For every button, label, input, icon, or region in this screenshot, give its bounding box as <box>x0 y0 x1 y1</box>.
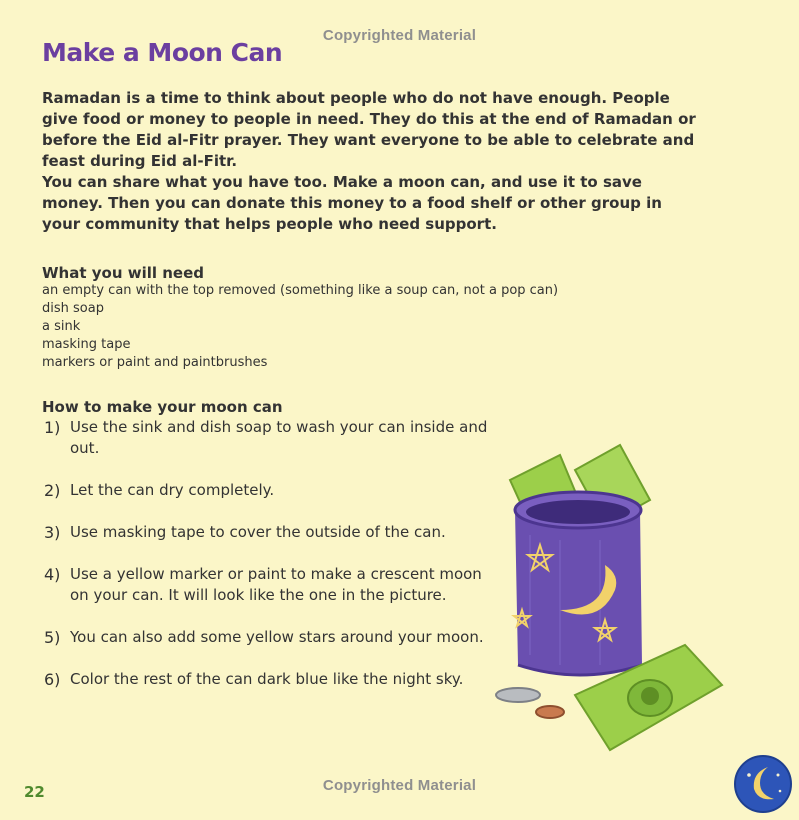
intro-paragraph: Ramadan is a time to think about people who do not have enough. People give food or money to people in need. They do this at the end of Ramadan or before the Eid al-Fitr prayer. They want everyone to be able to celebrate and feast during Eid al-Fitr. <box>42 89 696 170</box>
step-2 <box>42 480 492 501</box>
supplies-list <box>42 282 558 372</box>
step-text: Use a yellow marker or paint to make a crescent moon on your can. It will look like the one in the picture. <box>70 565 482 604</box>
watermark-top: Copyrighted Material <box>322 27 477 44</box>
supply-item: markers or paint and paintbrushes <box>42 355 268 370</box>
step-number: 2) <box>44 481 61 500</box>
step-text: Use masking tape to cover the outside of the can. <box>70 523 446 541</box>
instructions-list <box>42 417 492 690</box>
supply-item: masking tape <box>42 337 131 352</box>
page-title: Make a Moon Can <box>42 38 283 67</box>
crescent-moon-icon <box>734 755 792 813</box>
supply-item: an empty can with the top removed (something like a soup can, not a pop can) <box>42 283 559 298</box>
watermark-bottom: Copyrighted Material <box>322 777 477 794</box>
step-number: 4) <box>44 565 61 584</box>
step-text: Color the rest of the can dark blue like the night sky. <box>70 670 464 688</box>
step-number: 6) <box>44 670 61 689</box>
page-number: 22 <box>24 783 45 801</box>
moon-can-illustration <box>490 440 730 760</box>
supplies-heading: What you will need <box>42 264 204 282</box>
step-5 <box>42 627 492 648</box>
step-text: Use the sink and dish soap to wash your can inside and out. <box>70 418 488 457</box>
coins <box>496 688 564 718</box>
instructions-heading: How to make your moon can <box>42 398 283 416</box>
step-text: You can also add some yellow stars around your moon. <box>70 628 484 646</box>
step-3 <box>42 522 492 543</box>
step-4 <box>42 564 492 606</box>
step-number: 1) <box>44 418 61 437</box>
step-number: 5) <box>44 628 61 647</box>
step-number: 3) <box>44 523 61 542</box>
step-text: Let the can dry completely. <box>70 481 275 499</box>
share-paragraph: You can share what you have too. Make a moon can, and use it to save money. Then you can donate this money to a food shelf or other group in your community that helps people who need support. <box>42 173 662 233</box>
step-6 <box>42 669 492 690</box>
supply-item: a sink <box>42 319 81 334</box>
can <box>515 492 642 675</box>
supply-item: dish soap <box>42 301 104 316</box>
step-1 <box>42 417 492 459</box>
